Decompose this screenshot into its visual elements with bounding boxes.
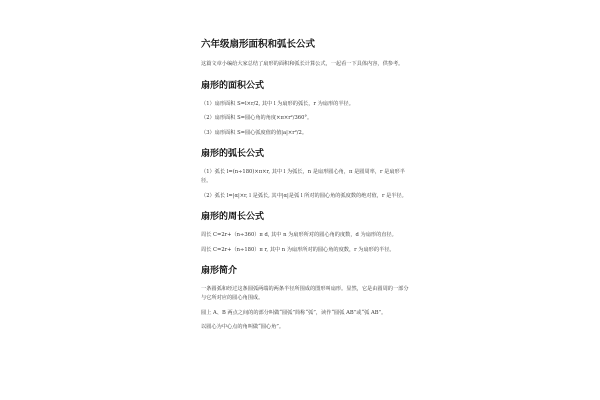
section-introduction [201, 263, 409, 331]
intro-paragraph: 这篇文章小编给大家总结了扇形的面积和弧长计算公式，一起看一下具体内容，供参考。 [201, 61, 404, 67]
paragraph: （1）弧长 l=(n÷180)×π×r, 其中 l 为弧长，n 是扇形圆心角，π 是圆周率，r 是扇形半径。 [201, 169, 405, 184]
paragraph: 周长 C=2r+（n÷180）π r, 其中 n 为扇形所对的圆心角的度数，r 为扇形的半径。 [201, 246, 395, 253]
paragraph: 以圆心为中心点的角叫做“圆心角”。 [201, 324, 285, 331]
section-heading: 扇形简介 [201, 266, 238, 277]
paragraph: （3）扇形面积 S=圆心弧度值的值|a|×r²/2。 [201, 129, 308, 136]
article-title: 六年级扇形面积和弧长公式 [201, 39, 316, 50]
paragraph: 周长 C=2r+（n÷360）π d, 其中 n 为扇形所对的圆心角的度数，d 为扇形的直径。 [201, 232, 397, 239]
section-perimeter [201, 209, 409, 254]
section-arc-length [201, 146, 409, 200]
paragraph: （1）扇形面积 S=l×r/2, 其中 l 为扇形的弧长，r 为扇形的半径。 [201, 100, 354, 107]
article [201, 32, 409, 338]
section-heading: 扇形的面积公式 [201, 80, 265, 91]
section-heading: 扇形的周长公式 [201, 212, 265, 223]
paragraph: 圆上 A、B 两点之间的的部分叫做“圆弧”简称“弧”，读作“圆弧 AB”或“弧 AB”。 [201, 309, 387, 316]
paragraph: （2）弧长 l=|α|×r, l 是弧长, 其中|α|是弧 l 所对的圆心角的弧度数的绝对值，r 是半径。 [201, 192, 407, 199]
paragraph: 一条圆弧和经过这条圆弧两端的两条半径所围成的图形叫扇形。显然，它是由圆周的一部分与它所对应的圆心角围成。 [201, 286, 409, 301]
paragraph: （2）扇形面积 S=圆心角的角度×π×r²/360°。 [201, 115, 313, 122]
section-heading: 扇形的弧长公式 [201, 149, 265, 160]
section-area [201, 78, 409, 138]
